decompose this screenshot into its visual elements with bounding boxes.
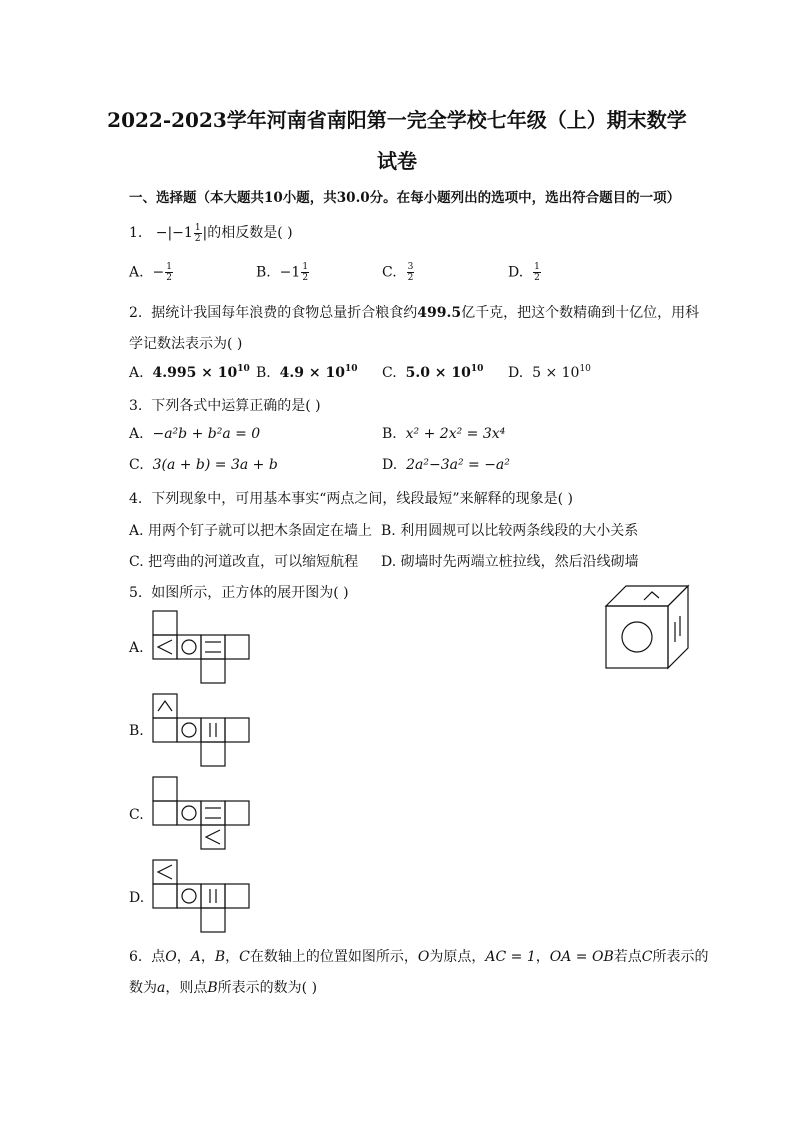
section-header: 一、选择题（本大题共10小题，共30.0分。在每小题列出的选项中，选出符合题目的一项） (129, 190, 681, 206)
cube-figure (604, 584, 688, 670)
option-a[interactable]: A. $4.995 \times 10^{10}$ (129, 364, 250, 381)
option-b[interactable]: B. $4.9 \times 10^{10}$ (256, 364, 358, 381)
question-number: 2. (129, 305, 143, 321)
option-d[interactable]: D. $5 \times 10^{10}$ (508, 364, 591, 381)
question-number: 1. (129, 225, 143, 241)
question-6: 6. 点O，A，B，C在数轴上的位置如图所示，O为原点，AC = 1，OA = OB若点C所表示的 (129, 949, 709, 965)
option-a[interactable]: A. − $\frac{1}{2}$ (129, 262, 172, 283)
fraction: $\frac{3}{2}$ (407, 262, 414, 283)
option-d-net[interactable] (152, 859, 252, 933)
less-than-symbol (206, 830, 220, 844)
question-5: 5. 如图所示，正方体的展开图为( ) (129, 585, 349, 601)
fraction: $\frac{1}{2}$ (302, 262, 309, 283)
page-title: 2022-2023学年河南省南阳第一完全学校七年级（上）期末数学 (107, 108, 687, 132)
option-a[interactable]: A. 用两个钉子就可以把木条固定在墙上 (129, 523, 373, 539)
question-4: 4. 下列现象中，可用基本事实“两点之间，线段最短”来解释的现象是( ) (129, 491, 573, 507)
option-b[interactable]: B. 利用圆规可以比较两条线段的大小关系 (381, 523, 639, 539)
option-b[interactable]: B. x² + 2x² = 3x⁴ (382, 426, 506, 442)
question-3: 3. 下列各式中运算正确的是( ) (129, 398, 321, 414)
option-c[interactable]: C. 3(a + b) = 3a + b (129, 457, 278, 473)
option-d[interactable]: D. 2a²−3a² = −a² (382, 457, 510, 473)
page-title-line2: 试卷 (377, 149, 417, 173)
option-c-label[interactable]: C. (129, 807, 144, 823)
circle-symbol (182, 889, 196, 903)
question-stem-math: −|−1 (155, 225, 193, 241)
circle-symbol (182, 640, 196, 654)
fraction: $\frac{1}{2}$ (534, 262, 540, 283)
option-a-label[interactable]: A. (129, 640, 144, 656)
question-2-line2: 学记数法表示为( ) (129, 336, 243, 352)
less-than-symbol (158, 865, 172, 879)
question-number: 4. (129, 491, 143, 507)
option-d-label[interactable]: D. (129, 890, 145, 906)
option-d[interactable]: D. $\frac{1}{2}$ (508, 262, 540, 283)
fraction: $\frac{1}{2}$ (166, 262, 172, 283)
caret-symbol (158, 701, 172, 711)
circle-symbol (182, 723, 196, 737)
option-b-label[interactable]: B. (129, 723, 144, 739)
circle-symbol (182, 806, 196, 820)
option-c-net[interactable] (152, 776, 252, 850)
question-number: 6. (129, 949, 143, 965)
option-c[interactable]: C. $\frac{3}{2}$ (382, 262, 414, 283)
caret-symbol (644, 592, 659, 600)
option-b-net[interactable] (152, 693, 252, 767)
cube-right-face (668, 586, 688, 668)
question-stem: |的相反数是( ) (202, 225, 293, 241)
option-d[interactable]: D. 砌墙时先两端立桩拉线，然后沿线砌墙 (381, 554, 639, 570)
option-b[interactable]: B. −1 $\frac{1}{2}$ (256, 262, 309, 283)
question-number: 3. (129, 398, 143, 414)
question-1 (129, 222, 293, 244)
question-2: 2. 据统计我国每年浪费的食物总量折合粮食约499.5亿千克，把这个数精确到十亿位，用科 (129, 305, 700, 321)
option-c[interactable]: C. $5.0 \times 10^{10}$ (382, 364, 484, 381)
option-a-net[interactable] (152, 610, 252, 684)
fraction: $\frac{1}{2}$ (194, 222, 201, 244)
option-c[interactable]: C. 把弯曲的河道改直，可以缩短航程 (129, 554, 359, 570)
question-number: 5. (129, 585, 143, 601)
option-a[interactable]: A. −a²b + b²a = 0 (129, 426, 261, 442)
question-6-line2: 数为a，则点B所表示的数为( ) (129, 980, 318, 996)
cube-top-face (606, 586, 688, 606)
circle-symbol (622, 622, 652, 652)
less-than-symbol (158, 640, 172, 654)
cube-front-face (606, 606, 668, 668)
